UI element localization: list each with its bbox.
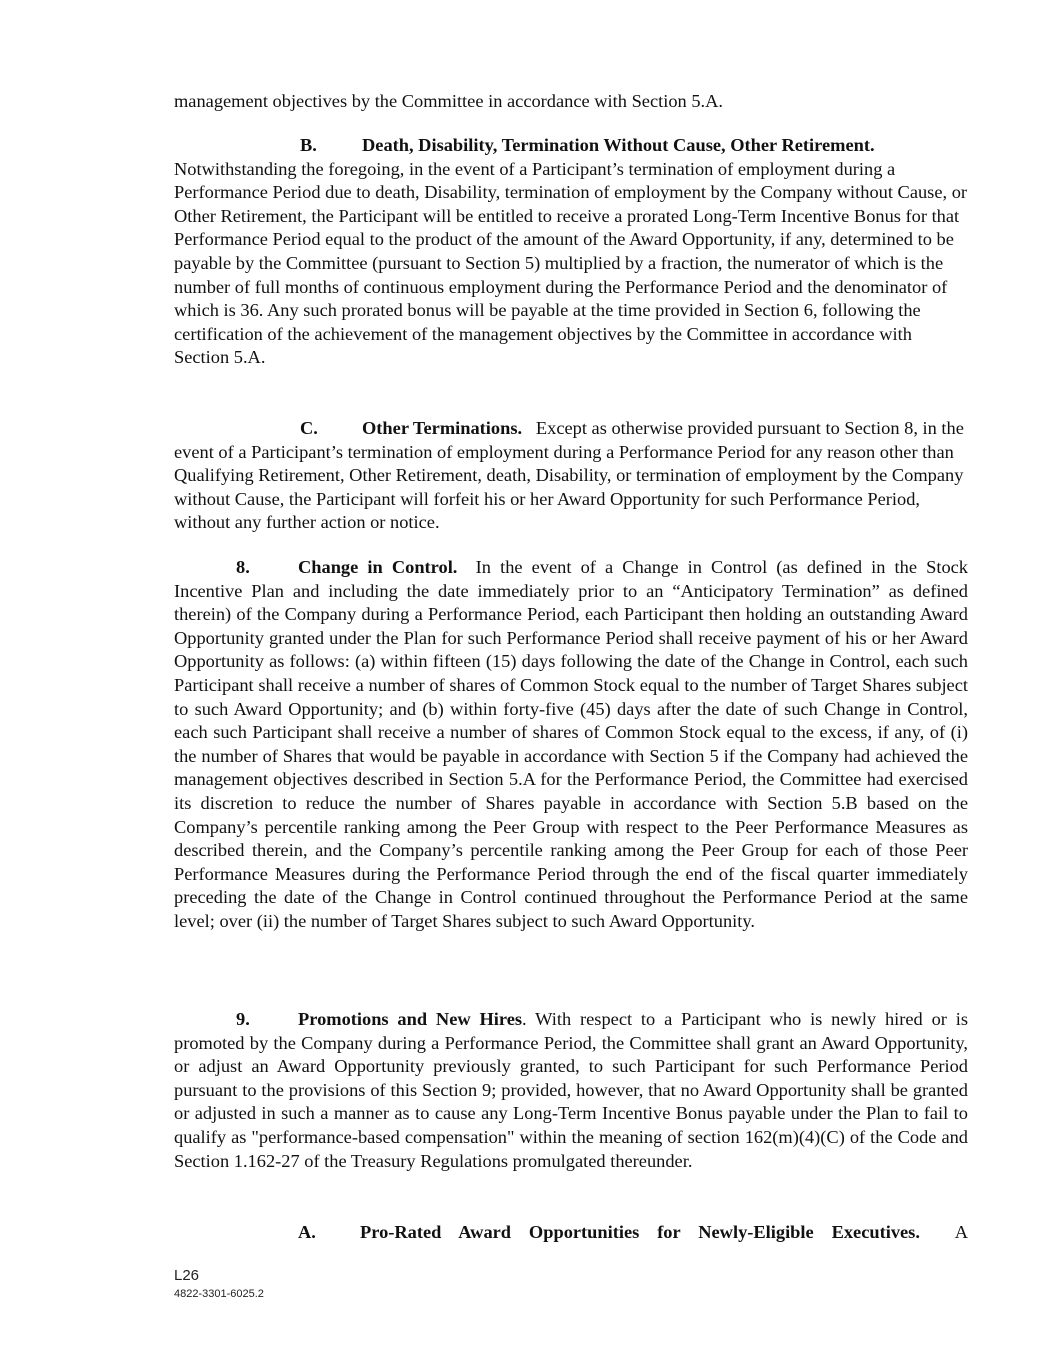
section-7c-heading: Other Terminations. bbox=[362, 418, 523, 438]
section-7b-body: Notwithstanding the foregoing, in the event of a Participant’s termination of employment during a Performance Period due to death, Disability, termination of employment by the Company without Cause, or Other Retirement, the Participant will be entitled to receive a prorated Long-Term Incentive Bonus for that Performance Period equal to the product of the amount of the Award Opportunity, if any, determined to be payable by the Committee (pursuant to Section 5) multiplied by a fraction, the numerator of which is the number of full months of continuous employment during the Performance Period and the denominator of which is 36. Any such prorated bonus will be payable at the time provided in Section 6, following the certification of the achievement of the management objectives by the Committee in accordance with Section 5.A. bbox=[174, 158, 968, 368]
section-9a-heading: Pro-Rated Award Opportunities for Newly-Eligible Executives. bbox=[360, 1222, 920, 1242]
section-9-paragraph bbox=[174, 1008, 968, 1173]
section-7c-paragraph bbox=[174, 417, 968, 535]
section-7b-label: B. bbox=[300, 135, 317, 155]
section-7c-body: Except as otherwise provided pursuant to Section 8, in the event of a Participant’s termination of employment during a Performance Period for any reason other than Qualifying Retirement, Other Retirement, death, Disability, or termination of employment by the Company without Cause, the Participant will forfeit his or her Award Opportunity for such Performance Period, without any further action or notice. bbox=[174, 418, 964, 533]
continued-paragraph bbox=[174, 90, 968, 114]
section-7b-paragraph bbox=[174, 134, 968, 370]
footer-document-id: 4822-3301-6025.2 bbox=[174, 1288, 264, 1300]
section-9-label: 9. bbox=[236, 1009, 250, 1029]
section-8-label: 8. bbox=[236, 557, 250, 577]
section-8-body: In the event of a Change in Control (as defined in the Stock Incentive Plan and including the date immediately prior to an “Anticipatory Termination” as defined therein) of the Company during a Performance Period, each Participant then holding an outstanding Award Opportunity granted under the Plan for such Performance Period shall receive payment of his or her Award Opportunity as follows: (a) within fifteen (15) days following the date of the Change in Control, each such Participant shall receive a number of shares of Common Stock equal to the number of Target Shares subject to such Award Opportunity; and (b) within forty-five (45) days after the date of such Change in Control, each such Participant shall receive a number of shares of Common Stock equal to the excess, if any, of (i) the number of Shares that would be payable in accordance with Section 5 if the Company had achieved the management objectives described in Section 5.A for the Performance Period, the Committee had exercised its discretion to reduce the number of Shares payable in accordance with Section 5.B based on the Company’s percentile ranking among the Peer Group with respect to the Peer Performance Measures as described therein, and the Company’s percentile ranking among the Peer Group for each of those Peer Performance Measures during the Performance Period through the end of the fiscal quarter immediately preceding the date of the Change in Control continued throughout the Performance Period at the same level; over (ii) the number of Target Shares subject to such Award Opportunity. bbox=[174, 557, 969, 931]
footer-page-number: L26 bbox=[174, 1267, 200, 1284]
section-8-paragraph bbox=[174, 556, 968, 934]
section-9a-label: A. bbox=[298, 1222, 316, 1242]
section-9a-body: A bbox=[954, 1222, 968, 1242]
section-9a-paragraph bbox=[174, 1221, 968, 1245]
section-7b-heading: Death, Disability, Termination Without Cause, Other Retirement. bbox=[362, 135, 875, 155]
section-7c-label: C. bbox=[300, 418, 318, 438]
section-8-heading: Change in Control. bbox=[298, 557, 458, 577]
section-9-body: . With respect to a Participant who is newly hired or is promoted by the Company during a Performance Period, the Committee shall grant an Award Opportunity, or adjust an Award Opportunity previously granted, to such Participant for such Performance Period pursuant to the provisions of this Section 9; provided, however, that no Award Opportunity shall be granted or adjusted in such a manner as to cause any Long-Term Incentive Bonus payable under the Plan to fail to qualify as "performance-based compensation" within the meaning of section 162(m)(4)(C) of the Code and Section 1.162-27 of the Treasury Regulations promulgated thereunder. bbox=[174, 1009, 969, 1171]
continued-text: management objectives by the Committee in accordance with Section 5.A. bbox=[174, 91, 723, 111]
section-9-heading: Promotions and New Hires bbox=[298, 1009, 523, 1029]
